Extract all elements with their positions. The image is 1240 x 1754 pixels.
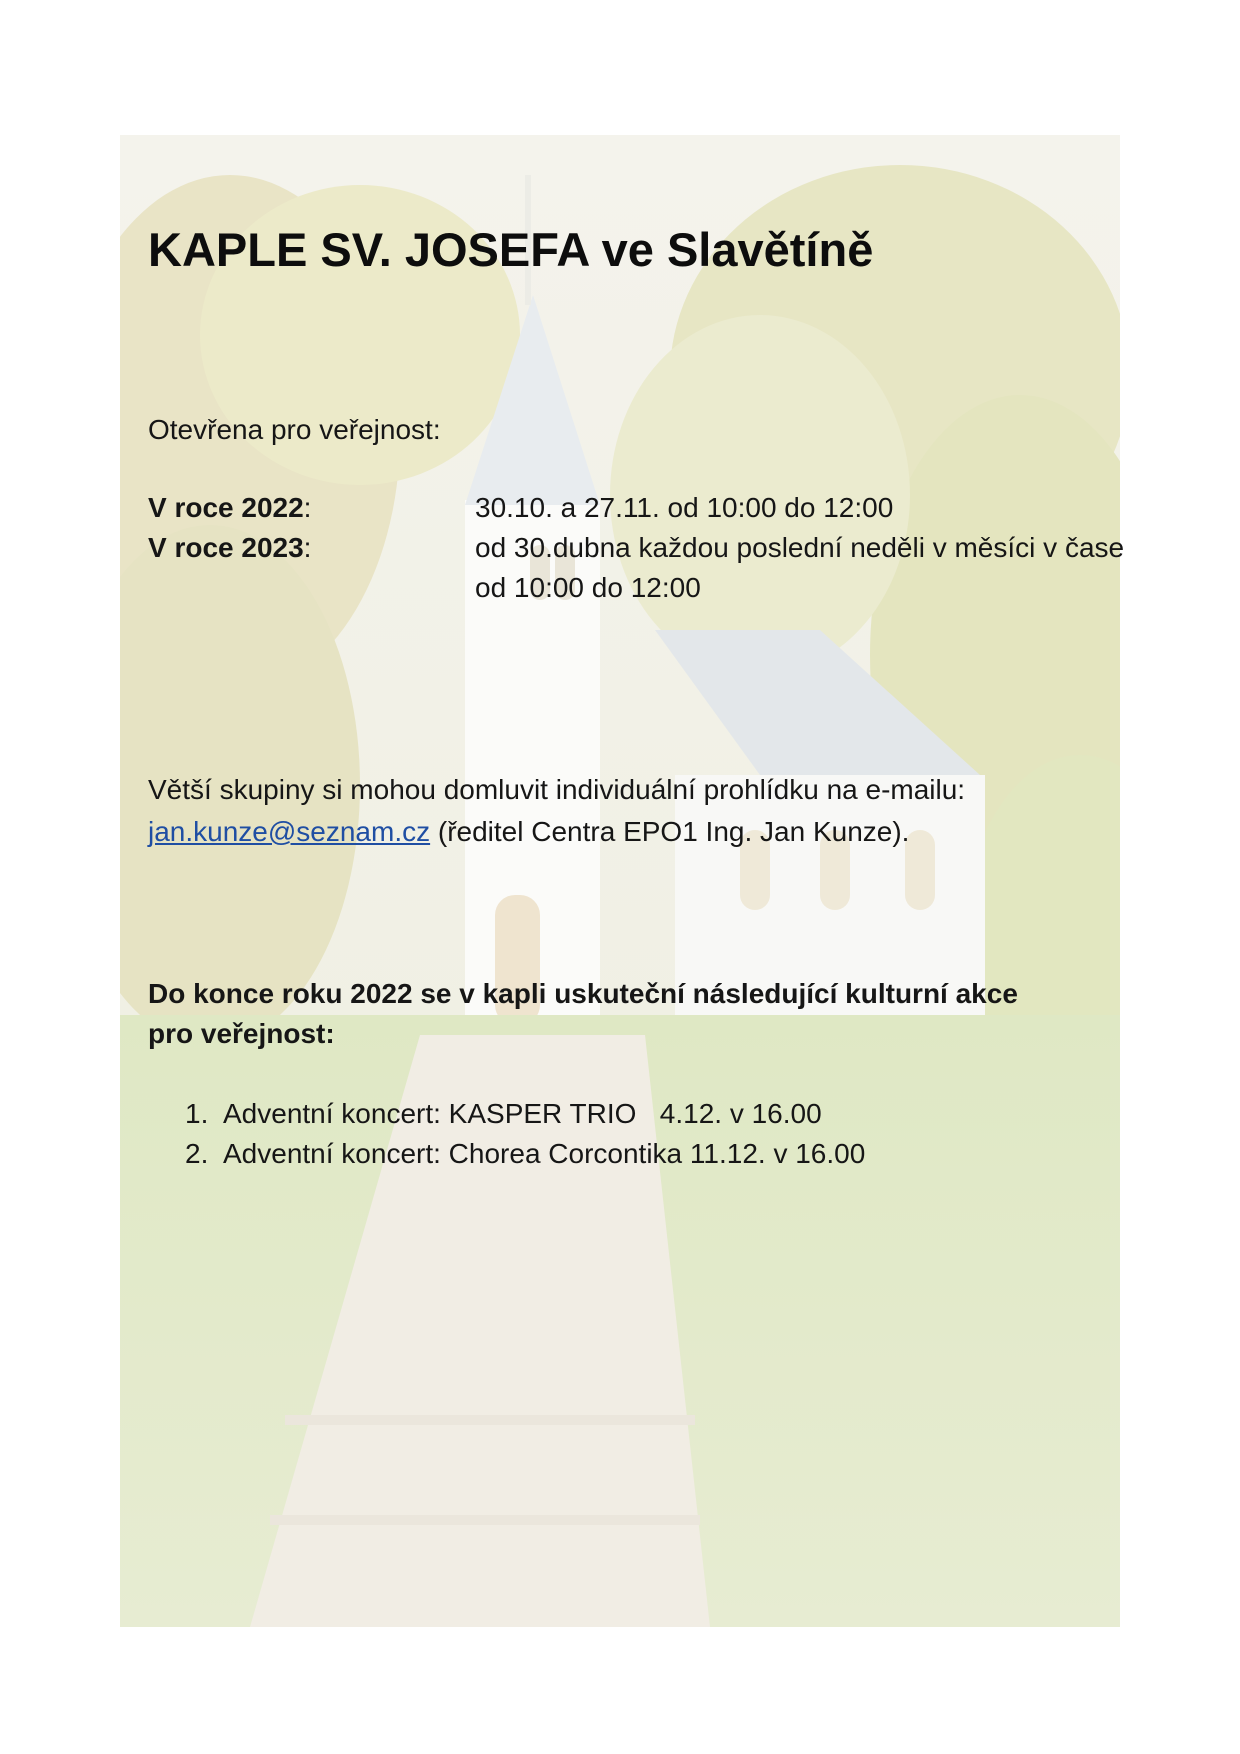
schedule-text-2022: 30.10. a 27.11. od 10:00 do 12:00	[475, 492, 894, 523]
schedule-sep-2022: :	[303, 492, 312, 523]
open-heading: Otevřena pro veřejnost:	[148, 414, 441, 445]
events-heading-line2: pro veřejnost:	[148, 1018, 335, 1049]
groups-text: Větší skupiny si mohou domluvit individuální prohlídku na e-mailu:	[148, 774, 966, 805]
schedule-sep-2023: :	[303, 532, 312, 563]
schedule-text-2023-time: od 10:00 do 12:00	[475, 572, 701, 603]
groups-contact-note: (ředitel Centra EPO1 Ing. Jan Kunze).	[430, 816, 910, 847]
groups-contact-line	[148, 812, 909, 852]
schedule-label-2022: V roce 2022	[148, 492, 304, 523]
schedule-row-2023	[148, 528, 1125, 568]
schedule-text-2023: od 30.dubna každou poslední neděli v měsíci v čase	[475, 532, 1125, 563]
schedule-row-2022	[148, 488, 894, 528]
event-number: 1.	[185, 1098, 209, 1129]
event-number: 2.	[185, 1138, 209, 1169]
event-text: Adventní koncert: Chorea Corcontika 11.12. v 16.00	[223, 1138, 866, 1169]
events-heading-line1: Do konce roku 2022 se v kapli uskuteční následující kulturní akce	[148, 978, 1018, 1009]
event-text: Adventní koncert: KASPER TRIO 4.12. v 16.00	[223, 1098, 822, 1129]
page-title: KAPLE SV. JOSEFA ve Slavětíně	[148, 223, 874, 276]
schedule-label-2023: V roce 2023	[148, 532, 304, 563]
email-link[interactable]: jan.kunze@seznam.cz	[148, 816, 431, 847]
